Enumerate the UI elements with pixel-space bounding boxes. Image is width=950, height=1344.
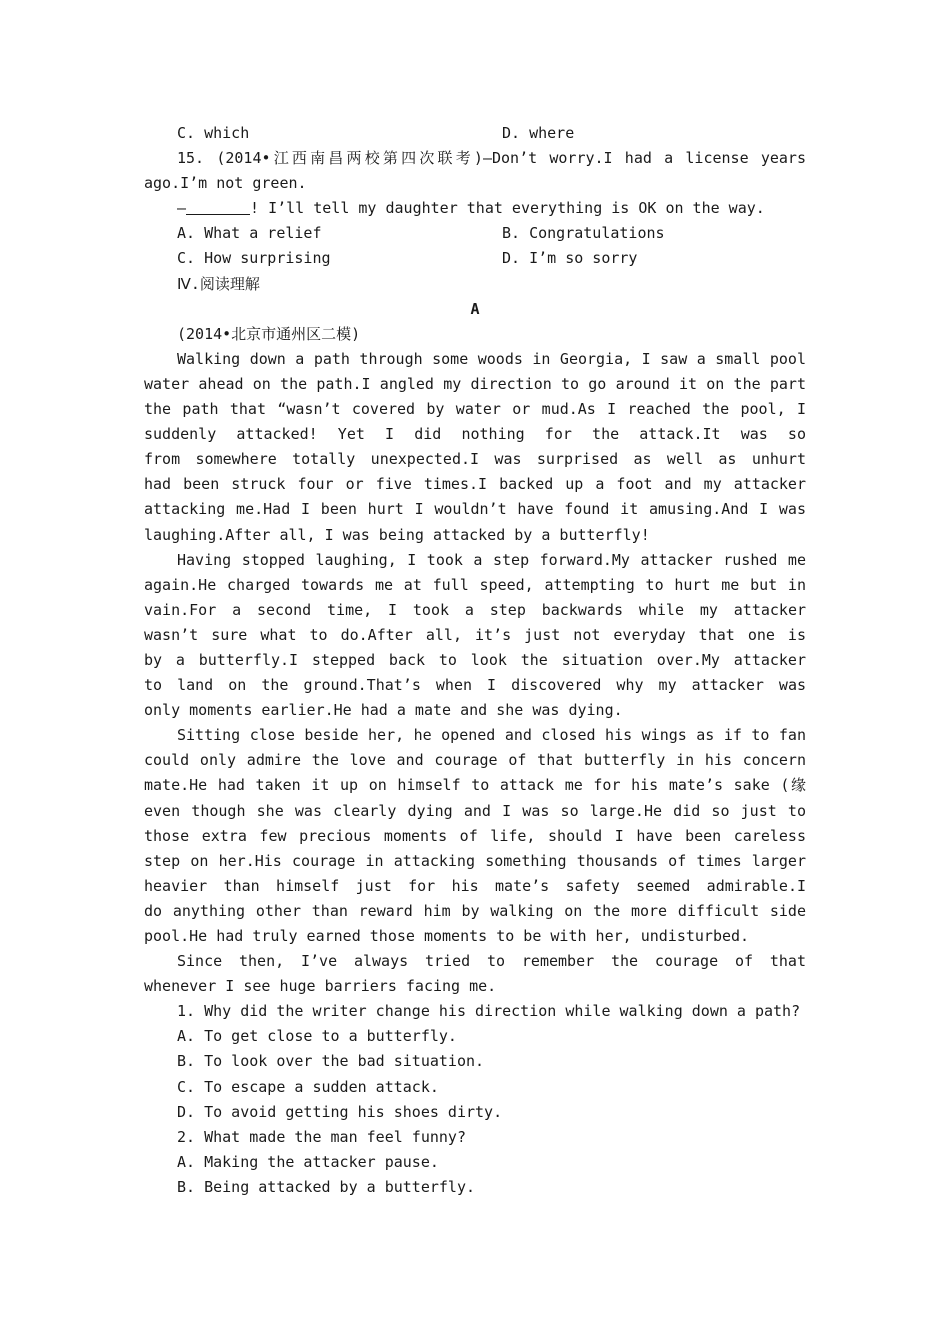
q15-stem-line1: 15. (2014•江西南昌两校第四次联考)—Don’t worry.I had a license years	[177, 149, 806, 168]
paragraph-2-line: wasn’t sure what to do.After all, it’s just not everyday that one is	[144, 625, 806, 644]
question-2-option: B. Being attacked by a butterfly.	[177, 1177, 476, 1196]
paragraph-2-line: by a butterfly.I stepped back to look the situation over.My attacker	[144, 650, 806, 669]
paragraph-3-line: even though she was clearly dying and I was so large.He did so just to	[144, 801, 806, 820]
section-title: Ⅳ.阅读理解	[177, 274, 260, 293]
q15-stem-line2: ago.I’m not green.	[144, 174, 307, 193]
question-2-option: A. Making the attacker pause.	[177, 1152, 439, 1171]
paragraph-1-line: had been struck four or five times.I backed up a foot and my attacker	[144, 475, 806, 494]
paragraph-1-line: suddenly attacked! Yet I did nothing for the attack.It was so	[144, 425, 806, 444]
paragraph-4-line: whenever I see huge barriers facing me.	[144, 977, 497, 996]
question-1-option: B. To look over the bad situation.	[177, 1052, 485, 1071]
passage-body	[144, 347, 806, 999]
document-content	[144, 121, 806, 1200]
q15-answer-blank	[186, 200, 250, 215]
q15-option-d: D. I’m so sorry	[502, 249, 638, 268]
paragraph-3-line: those extra few precious moments of life, should I have been careless	[144, 826, 806, 845]
q14-option-c: C. which	[177, 124, 250, 142]
paragraph-3-line: do anything other than reward him by walking on the more difficult side	[144, 901, 806, 920]
question-1-option: D. To avoid getting his shoes dirty.	[177, 1102, 503, 1121]
question-1-stem: 1. Why did the writer change his direction while walking down a path?	[177, 1002, 801, 1021]
paragraph-2-line: vain.For a second time, I took a step backwards while my attacker	[144, 600, 806, 619]
paragraph-3-line: Sitting close beside her, he opened and closed his wings as if to fan	[177, 726, 806, 745]
passage-source: (2014•北京市通州区二模)	[177, 324, 361, 343]
paragraph-1-line: attacking me.Had I been hurt I wouldn’t have found it amusing.And I was	[144, 500, 806, 519]
paragraph-2-line: only moments earlier.He had a mate and she was dying.	[144, 701, 623, 720]
passage-label: A	[470, 299, 480, 318]
q15-options-ab	[144, 221, 806, 246]
question-1-option: A. To get close to a butterfly.	[177, 1027, 457, 1046]
q14-option-d: D. where	[502, 124, 575, 142]
paragraph-3-line: mate.He had taken it up on himself to attack me for his mate’s sake (缘	[144, 776, 806, 795]
paragraph-1-line: Walking down a path through some woods in Georgia, I saw a small pool	[177, 349, 806, 368]
paragraph-1-line: from somewhere totally unexpected.I was surprised as well as unhurt	[144, 450, 806, 469]
paragraph-3-line: pool.He had truly earned those moments to be with her, undisturbed.	[144, 927, 750, 945]
paragraph-2-line: again.He charged towards me at full speed, attempting to hurt me but in	[144, 575, 806, 594]
paragraph-2-line: to land on the ground.That’s when I discovered why my attacker was	[144, 676, 806, 695]
q15-option-b: B. Congratulations	[502, 224, 665, 243]
q15-options-cd	[144, 246, 806, 271]
questions	[144, 999, 806, 1200]
paragraph-4-line: Since then, I’ve always tried to remember the courage of that	[177, 952, 806, 971]
q15-option-c: C. How surprising	[177, 249, 331, 268]
q15-stem-line3-text: ! I’ll tell my daughter that everything is OK on the way.	[250, 199, 765, 218]
paragraph-3-line: could only admire the love and courage of that butterfly in his concern	[144, 751, 806, 770]
q15-dash: —	[177, 199, 187, 218]
question-1-option: C. To escape a sudden attack.	[177, 1077, 439, 1096]
paragraph-2-line: Having stopped laughing, I took a step forward.My attacker rushed me	[177, 550, 806, 569]
paragraph-3-line: step on her.His courage in attacking something thousands of times larger	[144, 851, 806, 870]
q15-stem-line3	[144, 196, 806, 221]
paragraph-3-line: heavier than himself just for his mate’s safety seemed admirable.I	[144, 876, 806, 895]
paragraph-1-line: laughing.After all, I was being attacked by a butterfly!	[144, 525, 650, 544]
paragraph-1-line: water ahead on the path.I angled my direction to go around it on the part	[144, 374, 806, 393]
q14-options-cd	[144, 121, 806, 146]
paragraph-1-line: the path that “wasn’t covered by water or mud.As I reached the pool, I	[144, 400, 806, 419]
question-2-stem: 2. What made the man feel funny?	[177, 1127, 466, 1146]
q15-option-a: A. What a relief	[177, 224, 322, 243]
